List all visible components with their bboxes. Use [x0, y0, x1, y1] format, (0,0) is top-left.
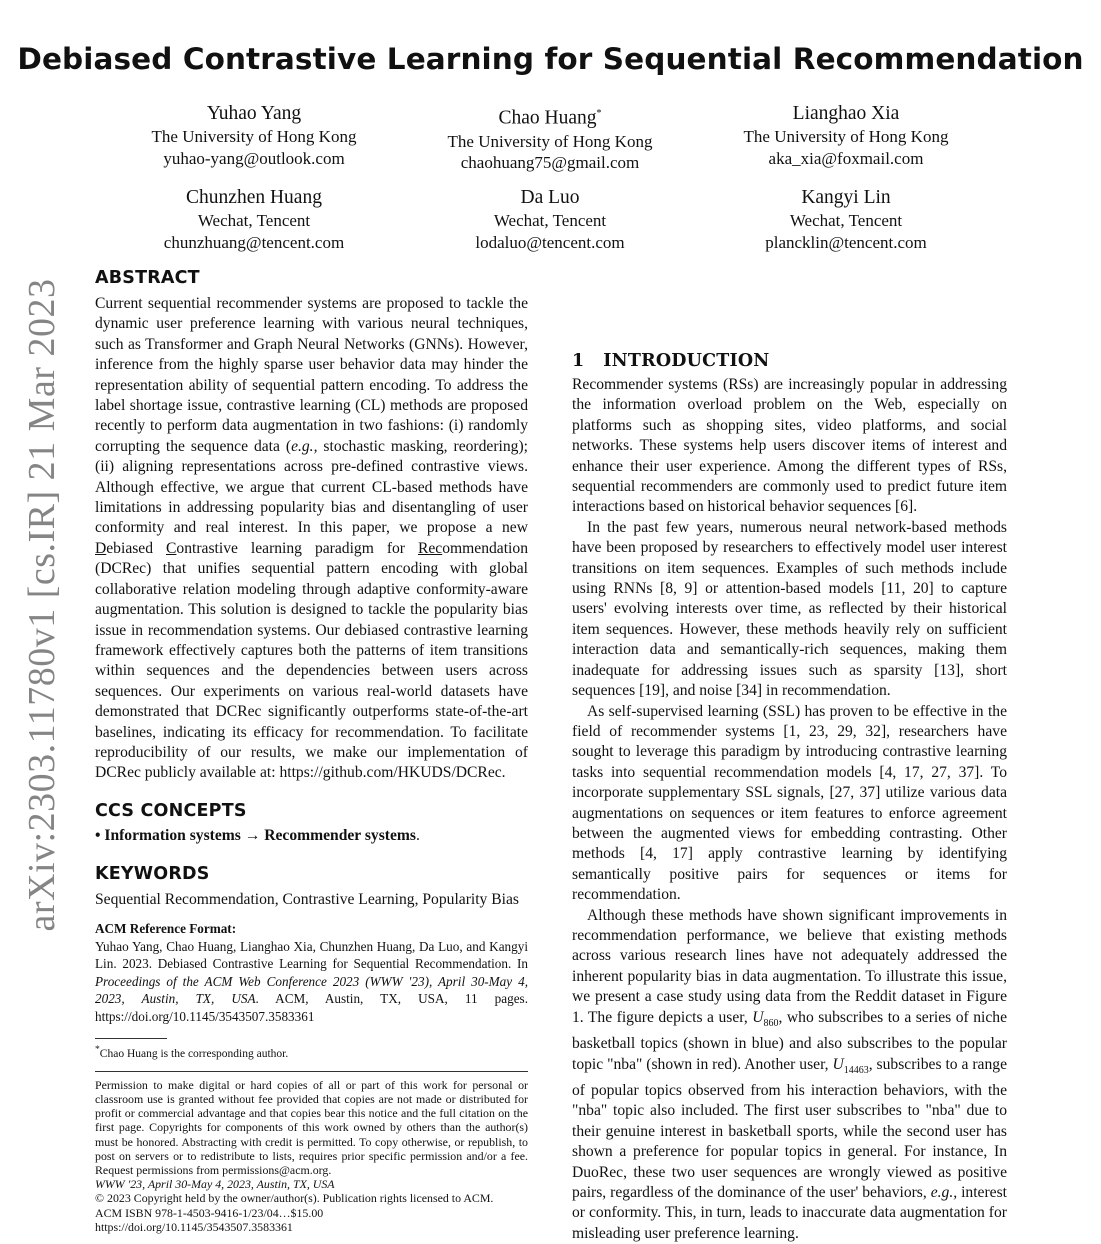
permission-conference: WWW '23, April 30-May 4, 2023, Austin, TX, USA	[95, 1177, 335, 1192]
introduction-paragraph: Although these methods have shown significant improvements in recommendation performance, we believe that existing methods across various research lines have not adequately addressed the inherent popularity bias in data augmentation. To illustrate this issue, we present a case study using data from the Reddit dataset in Figure 1. The figure depicts a user, $U_{860}$, who subscribes to a series of niche basketball topics (shown in blue) and also subscribes to the popular topic "nba" (shown in red). Another user, $U_{14463}$, subscribes to a range of popular topics observed from his interaction behaviors, with the "nba" topic also included. The first user subscribes to "nba" due to their genuine interest in basketball sports, while the second user has shown a preference for popular topics in general. For instance, In DuoRec, these two user sequences are wrongly viewed as positive pairs, regardless of the dominance of the user' behaviors, e.g., interest or conformity. This, in turn, leads to inaccurate data augmentation for misleading user preference learning.	[572, 906, 1007, 1242]
author-name: Yuhao Yang	[206, 103, 302, 124]
author-affiliation: The University of Hong Kong	[151, 127, 357, 146]
paper-title: Debiased Contrastive Learning for Sequential Recommendation	[17, 42, 1084, 76]
author-block	[104, 186, 404, 253]
author-email[interactable]: yuhao-yang@outlook.com	[163, 148, 345, 168]
author-email[interactable]: aka_xia@foxmail.com	[768, 148, 924, 168]
author-block	[696, 186, 996, 253]
author-name: Da Luo	[520, 187, 580, 208]
introduction-paragraph: In the past few years, numerous neural network-based methods have been proposed by researchers to effectively model user interest transitions on item sequences. Examples of such methods include using RNNs [8, 9] or attention-based models [11, 20] to capture users' evolving interests over time, as reflected by their historical item sequences. However, these methods heavily rely on sufficient interaction data and semantically-rich sequences, making them inadequate for addressing issues such as sparsity [13], short sequences [19], and noise [34] in recommendation.	[572, 518, 1007, 700]
acm-reference-text: Yuhao Yang, Chao Huang, Lianghao Xia, Chunzhen Huang, Da Luo, and Kangyi Lin. 2023. Debiased Contrastive Learning for Sequential Recommendation. In Proceedings of the ACM Web Conference 2023 (WWW '23), April 30-May 4, 2023, Austin, TX, USA. ACM, Austin, TX, USA, 11 pages. https://doi.org/10.1145/3543507.3583361	[95, 938, 528, 1024]
author-affiliation: The University of Hong Kong	[743, 127, 949, 146]
introduction-heading: 1 INTRODUCTION	[572, 351, 770, 371]
author-name: Kangyi Lin	[801, 187, 891, 208]
author-block	[696, 102, 996, 169]
author-affiliation: Wechat, Tencent	[197, 211, 311, 230]
author-affiliation: The University of Hong Kong	[447, 131, 653, 151]
footnote: *Chao Huang is the corresponding author.	[95, 1043, 289, 1060]
acm-reference-label: ACM Reference Format:	[95, 920, 237, 936]
right-column	[572, 270, 1007, 1244]
footnote-rule	[95, 1038, 167, 1039]
author-block	[104, 102, 404, 169]
doi-link[interactable]: https://doi.org/10.1145/3543507.3583361	[95, 1219, 293, 1234]
left-column	[95, 266, 528, 1234]
ccs-concepts: • Information systems → Recommender systems.	[95, 826, 420, 844]
arxiv-identifier	[10, 278, 74, 932]
isbn-line: ACM ISBN 978-1-4503-9416-1/23/04…$15.00	[95, 1205, 324, 1220]
author-email[interactable]: chunzhuang@tencent.com	[163, 232, 345, 252]
keywords-text: Sequential Recommendation, Contrastive Learning, Popularity Bias	[95, 891, 519, 909]
abstract-heading: ABSTRACT	[95, 268, 200, 288]
author-block	[400, 102, 700, 174]
author-email[interactable]: lodaluo@tencent.com	[475, 232, 625, 252]
permission-text: Permission to make digital or hard copies of all or part of this work for personal or classroom use is granted without fee provided that copies are not made or distributed for profit or commercial advantage and that copies bear this notice and the full citation on the first page. Copyrights for components of this work owned by others than the author(s) must be honored. Abstracting with credit is permitted. To copy otherwise, or republish, to post on servers or to redistribute to lists, requires prior specific permission and/or a fee. Request permissions from permissions@acm.org.	[95, 1077, 528, 1177]
author-block	[400, 186, 700, 253]
ccs-heading: CCS CONCEPTS	[95, 800, 247, 821]
author-affiliation: Wechat, Tencent	[493, 211, 607, 230]
arxiv-identifier-text: arXiv:2303.11780v1 [cs.IR] 21 Mar 2023	[21, 278, 63, 932]
copyright-line: © 2023 Copyright held by the owner/author(s). Publication rights licensed to ACM.	[95, 1191, 494, 1206]
introduction-paragraph: Recommender systems (RSs) are increasingly popular in addressing the information overload problem on the Web, especially on platforms such as shopping sites, video platforms, and social networks. These systems help users discover items of interest and enhance their user experience. Among the different types of RSs, sequential recommenders are commonly used to predict future item interactions based on historical behavior sequences [6].	[572, 376, 1007, 516]
keywords-heading: KEYWORDS	[95, 864, 210, 885]
author-affiliation: Wechat, Tencent	[789, 211, 903, 230]
author-name: Chao Huang*	[498, 107, 602, 129]
author-name: Lianghao Xia	[792, 103, 900, 124]
abstract-text: Current sequential recommender systems are proposed to tackle the dynamic user preference learning with various neural techniques, such as Transformer and Graph Neural Networks (GNNs). However, inference from the highly sparse user behavior data may hinder the representation ability of sequential pattern encoding. To address the label shortage issue, contrastive learning (CL) methods are proposed recently to perform data augmentation in two fashions: (i) randomly corrupting the sequence data (e.g., stochastic masking, reordering); (ii) aligning representations across pre-defined contrastive views. Although effective, we argue that current CL-based methods have limitations in addressing popularity bias and disentangling of user conformity and real interest. In this paper, we propose a new Debiased Contrastive learning paradigm for Recommendation (DCRec) that unifies sequential pattern encoding with global collaborative relation modeling through adaptive conformity-aware augmentation. This solution is designed to tackle the popularity bias issue in recommendation systems. Our debiased contrastive learning framework effectively captures both the patterns of item transitions within sequences and the dependencies between users across sequences. Our experiments on various real-world datasets have demonstrated that DCRec significantly outperforms state-of-the-art baselines, indicating its efficacy for recommendation. To facilitate reproducibility of our results, we make our implementation of DCRec publicly available at: https://github.com/HKUDS/DCRec.	[95, 295, 528, 782]
permission-rule	[95, 1071, 528, 1072]
corresponding-mark: *	[596, 108, 602, 119]
author-email[interactable]: chaohuang75@gmail.com	[460, 153, 640, 172]
author-email[interactable]: plancklin@tencent.com	[765, 232, 927, 252]
author-name: Chunzhen Huang	[186, 187, 322, 208]
introduction-paragraph: As self-supervised learning (SSL) has proven to be effective in the field of recommender systems [1, 23, 29, 32], researchers have sought to leverage this paradigm by introducing contrastive learning tasks into sequential recommendation models [4, 17, 27, 37]. To incorporate supplementary SSL signals, [27, 37] utilize various data augmentations on sequences or item features to enforce agreement between the augmented views for embedding contrasting. Other methods [4, 17] apply contrastive learning by identifying semantically positive pairs for sequences or items for recommendation.	[572, 702, 1007, 904]
